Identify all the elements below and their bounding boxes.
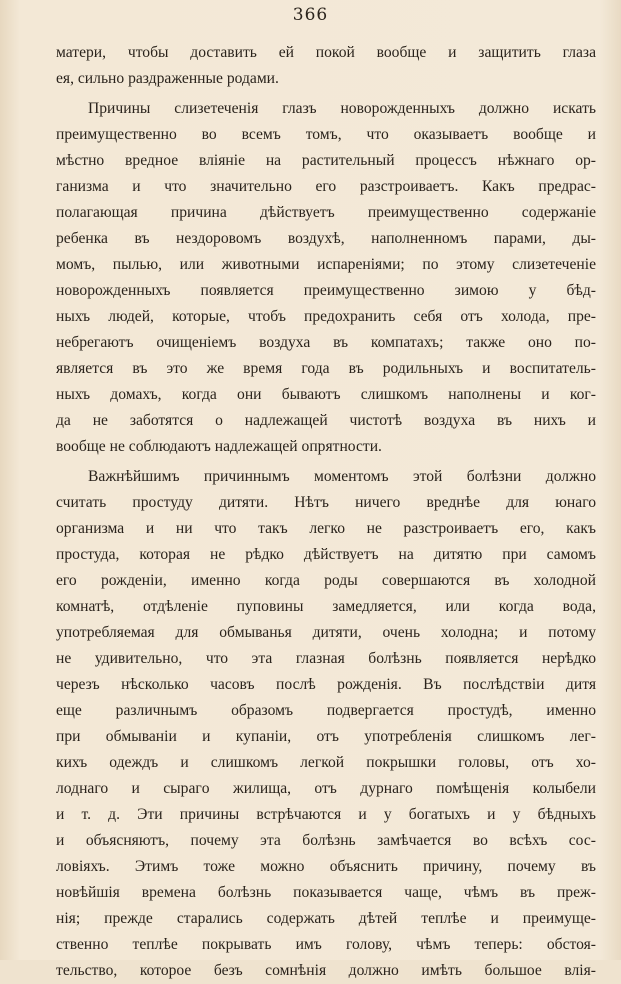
text-line: лоднаго и сырагo жилища, отъ дурнаго помѣщенія колыбели (56, 780, 596, 797)
text-line: преимущественно во всемъ томъ, что оказываетъ вообще и (56, 126, 596, 143)
text-line: момъ, пылью, или животными испареніями; по этому слизетеченіе (56, 256, 596, 273)
text-line: Важнѣйшимъ причиннымъ моментомъ этой болѣзни должно (88, 468, 596, 485)
text-line: еще различнымъ образомъ подвергается простудѣ, именно (56, 702, 596, 719)
text-line: комнатѣ, отдѣленіе пуповины замедляется, или когда вода, (56, 598, 596, 615)
text-line: тельство, которое безъ сомнѣнія должно имѣть большое влія- (56, 962, 596, 979)
text-line: и т. д. Эти причины встрѣчаются и у богатыхъ и у бѣдныхъ (56, 806, 596, 823)
text-line: употребляемая для обмыванья дитяти, очень холодна; и потому (56, 624, 596, 641)
text-line: да не заботятся о надлежащей чистотѣ воздуха въ нихъ и (56, 412, 596, 429)
text-line: матери, чтобы доставить ей покой вообще и защитить глаза (56, 44, 596, 61)
text-line: новѣйшія времена болѣзнь показывается чаще, чѣмъ въ преж- (56, 884, 596, 901)
text-line: и объясняютъ, почему эта болѣзнь замѣчается во всѣхъ сос- (56, 832, 596, 849)
text-line: простуда, которая не рѣдко дѣйствуетъ на дитятю при самомъ (56, 546, 596, 563)
page-text (56, 40, 596, 984)
text-line: ныхъ домахъ, когда они бываютъ слишкомъ наполнены и ког- (56, 386, 596, 403)
text-line: является въ это же время года въ родильныхъ и воспитатель- (56, 360, 596, 377)
text-line: ребенка въ нездоровомъ воздухѣ, наполненномъ парами, ды- (56, 230, 596, 247)
text-line: при обмываніи и купаніи, отъ употребленія слишкомъ лег- (56, 728, 596, 745)
text-line: вообще не соблюдаютъ надлежащей опрятности. (56, 438, 382, 455)
page-number: 366 (292, 5, 329, 25)
text-line: ея, сильно раздраженные родами. (56, 70, 279, 87)
text-line: нія; прежде старались содержать дѣтей теплѣе и преимуще- (56, 910, 596, 927)
text-line: считать простуду дитяти. Нѣтъ ничего вреднѣе для юнаго (56, 494, 596, 511)
text-line: небрегаютъ очищеніемъ воздуха въ компатахъ; также оно по- (56, 334, 596, 351)
paragraph-2 (56, 96, 596, 460)
text-line: организма и ни что такъ легко не разстроиваетъ его, какъ (56, 520, 596, 537)
text-line: мѣстно вредное вліяніе на растительный процессъ нѣжнаго ор- (56, 152, 596, 169)
text-line: полагающая причина дѣйствуетъ преимущественно содержаніе (56, 204, 596, 221)
paragraph-3 (56, 464, 596, 984)
text-line: ловіяхъ. Этимъ тоже можно объяснить причину, почему въ (56, 858, 596, 875)
text-line: Причины слизетеченія глазъ новорожденныхъ должно искать (88, 100, 596, 117)
text-line: ныхъ людей, которые, чтобъ предохранить себя отъ холода, пре- (56, 308, 596, 325)
text-line: кихъ одеждъ и слишкомъ легкой покрышки головы, отъ хо- (56, 754, 596, 771)
text-line: черезъ нѣсколько часовъ послѣ рожденія. Въ послѣдствіи дитя (56, 676, 596, 693)
text-line: новорожденныхъ появляется преимущественно зимою у бѣд- (56, 282, 596, 299)
paragraph-1 (56, 40, 596, 92)
text-line: ганизма и что значительно его разстроиваетъ. Какъ предрас- (56, 178, 596, 195)
text-line: не удивительно, что эта глазная болѣзнь появляется нерѣдко (56, 650, 596, 667)
text-line: его рожденіи, именно когда роды совершаются въ холодной (56, 572, 596, 589)
text-line: ственно теплѣе покрывать имъ голову, чѣмъ теперь: обстоя- (56, 936, 596, 953)
